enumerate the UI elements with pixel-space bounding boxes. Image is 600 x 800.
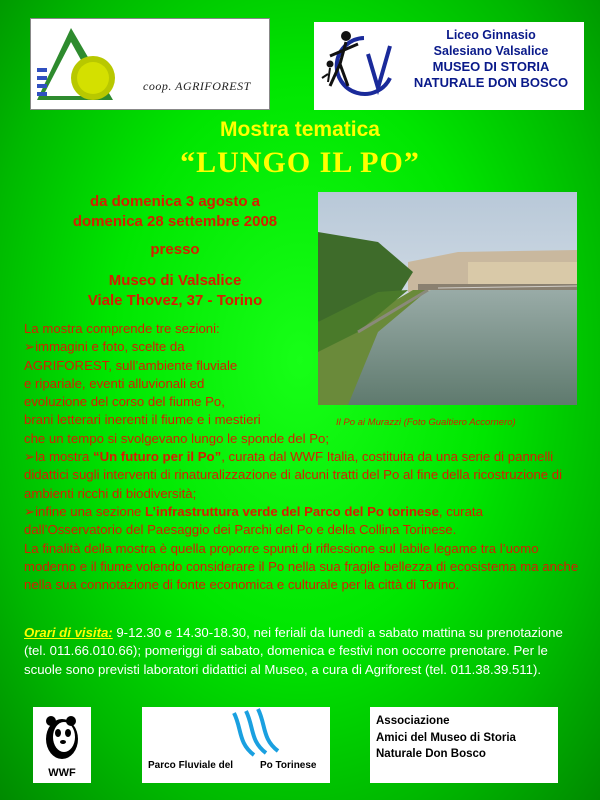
intro-text: La mostra comprende tre sezioni:: [24, 321, 220, 336]
event-subtitle: Mostra tematica: [220, 118, 380, 141]
museum-line-1: Liceo Ginnasio: [446, 28, 536, 42]
agriforest-name: coop. AGRIFOREST: [143, 79, 251, 93]
panda-icon: [33, 709, 91, 765]
park-exhibit-title: L’infrastruttura verde del Parco del Po torinese: [145, 503, 439, 519]
visit-info: [24, 624, 584, 679]
visit-label: Orari di visita:: [24, 625, 113, 640]
date-range-line-1: da domenica 3 agosto a: [89, 193, 261, 210]
parco-name-1: Parco Fluviale del: [148, 760, 234, 771]
figures-logo-icon: [316, 24, 406, 108]
parco-name-2: Po Torinese: [260, 760, 317, 771]
section-1: [24, 338, 314, 429]
section-1-line: ➢immagini e foto, scelte da: [24, 339, 185, 355]
assoc-line-2: Amici del Museo di Storia: [376, 731, 516, 744]
section-1-line: brani letterari inerenti il fiume e i mestieri: [24, 412, 261, 428]
associazione-logo: [370, 707, 558, 783]
wwf-text: WWF: [48, 767, 76, 779]
arrow-bullet-icon: ➢: [24, 503, 36, 519]
event-title: “LUNGO IL PO”: [180, 146, 420, 179]
section-1-line: e ripariale, eventi alluvionali ed: [24, 375, 205, 391]
section-1-line: evoluzione del corso del fiume Po,: [24, 394, 225, 410]
museum-name: [406, 28, 576, 90]
agriforest-logo: [30, 18, 270, 110]
presso-label: presso: [150, 241, 200, 258]
assoc-line-1: Associazione: [376, 715, 450, 727]
associazione-name: [376, 713, 516, 763]
parco-logo: [142, 707, 330, 783]
arrow-bullet-icon: ➢: [24, 449, 36, 465]
exhibition-description: [24, 320, 584, 594]
section-1-end: che un tempo si svolgevano lungo le sponde del Po;: [24, 430, 329, 446]
visit-text: 9-12.30 e 14.30-18.30, nei feriali da lunedì a sabato mattina su prenotazione (tel. 011.66.010.66); pomeriggi di sabato, domenica e festivi non occorre prenotare. Per le scuole sono previsti laboratori didattici al Museo, a cura di Agriforest (tel. 011.38.39.511).: [24, 625, 563, 677]
venue-name: Museo di Valsalice: [108, 272, 242, 289]
section-2: ➢la mostra “Un futuro per il Po”, curata dal WWF Italia, costituita da una serie di pannelli didattici sugli interventi di rinaturalizzazione di alcuni tratti del Po al fine della ricostruzione di ambienti ricchi di biodiversità;: [24, 449, 563, 501]
section-3: ➢infine una sezione L’infrastruttura verde del Parco del Po torinese, curata dall’Osservatorio del Paesaggio dei Parchi del Po e della Collina Torinese.: [24, 503, 483, 538]
museum-line-2: Salesiano Valsalice: [433, 43, 549, 58]
river-wave-icon: [142, 707, 330, 759]
venue-address: Viale Thovez, 37 - Torino: [87, 292, 263, 309]
museum-line-4: NATURALE DON BOSCO: [413, 74, 569, 90]
museum-logo-box: [314, 22, 584, 110]
arrow-bullet-icon: ➢: [24, 339, 36, 355]
wwf-logo: [33, 707, 91, 783]
museum-line-3: MUSEO DI STORIA: [432, 59, 550, 74]
date-range-line-2: domenica 28 settembre 2008: [72, 213, 278, 230]
closing-paragraph: La finalità della mostra è quella proporre spunti di riflessione sul labile legame tra l’uomo moderno e il fiume volendo considerare il Po nella sua fragile bellezza di ecosistema ma anche nella sua connotazione di fonte economica e culturale per la città di Torino.: [24, 540, 579, 593]
assoc-line-3: Naturale Don Bosco: [376, 748, 486, 760]
tree-triangle-logo-icon: [33, 20, 143, 110]
photo-caption: Il Po ai Murazzi (Foto Gualtiero Accornero): [336, 417, 516, 428]
wwf-exhibit-title: “Un futuro per il Po”: [92, 449, 222, 465]
section-1-line: AGRIFOREST, sull’ambiente fluviale: [24, 357, 238, 373]
